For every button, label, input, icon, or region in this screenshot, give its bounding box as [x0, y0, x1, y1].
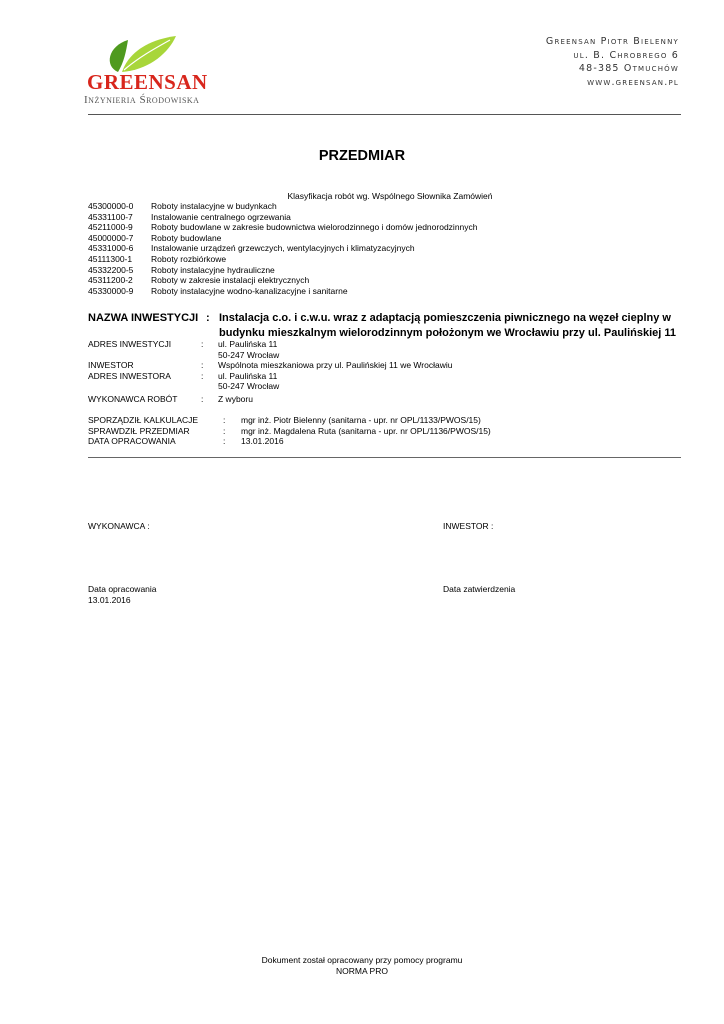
classification-code: 45311200-2 — [88, 275, 133, 286]
colon: : — [201, 370, 204, 381]
classification-code: 45332200-5 — [88, 264, 134, 275]
classification-description: Roboty rozbiórkowe — [151, 253, 227, 264]
investor-address-line2: 50-247 Wrocław — [218, 381, 280, 391]
project-name-label: NAZWA INWESTYCJI — [88, 312, 199, 324]
classification-item — [88, 201, 478, 212]
classification-code: 45000000-7 — [88, 232, 134, 243]
classification-code: 45300000-0 — [88, 201, 134, 211]
address-line1: ul. Paulińska 11 — [218, 339, 278, 349]
colon: : — [223, 436, 226, 446]
checked-value: mgr inż. Magdalena Ruta (sanitarna - upr. nr OPL/1136/PWOS/15) — [241, 425, 491, 436]
investor-signature-label: INWESTOR : — [443, 521, 494, 531]
checked-label: SPRAWDZIŁ PRZEDMIAR — [88, 425, 190, 436]
classification-item — [88, 222, 478, 233]
classification-description: Roboty budowlane — [151, 232, 222, 243]
approval-date-label: Data zatwierdzenia — [443, 584, 516, 594]
classification-item — [88, 275, 478, 286]
footer-line1: Dokument został opracowany przy pomocy programu — [261, 955, 463, 965]
classification-description: Roboty instalacyjne w budynkach — [151, 201, 277, 211]
classification-title: Klasyfikacja robót wg. Wspólnego Słownika Zamówień — [287, 191, 493, 201]
date-value: 13.01.2016 — [241, 436, 284, 446]
company-logo — [84, 32, 214, 112]
classification-item — [88, 212, 478, 223]
company-name: Greensan Piotr Bielenny — [545, 36, 679, 47]
footer — [0, 955, 724, 976]
classification-item — [88, 254, 478, 265]
investor-value: Wspólnota mieszkaniowa przy ul. Paulińskiej 11 we Wrocławiu — [218, 360, 453, 370]
project-name-value: Instalacja c.o. i c.w.u. wraz z adaptacją pomieszczenia piwnicznego na węzeł cieplny w budynku mieszkalnym wielorodzinnym położonym we Wrocławiu przy ul. Paulińskiej 11 — [219, 312, 677, 339]
prepared-date-label: Data opracowania — [88, 584, 157, 594]
colon: : — [201, 393, 204, 404]
classification-description: Roboty w zakresie instalacji elektrycznych — [151, 275, 310, 286]
address-line2: 50-247 Wrocław — [218, 349, 280, 360]
prepared-date-value: 13.01.2016 — [88, 595, 131, 605]
section-divider — [88, 457, 681, 458]
colon: : — [223, 425, 226, 436]
document-title: PRZEDMIAR — [318, 148, 406, 164]
classification-code: 45331100-7 — [88, 211, 133, 222]
classification-item — [88, 286, 478, 297]
colon: : — [201, 360, 204, 370]
investor-label: INWESTOR — [88, 360, 134, 370]
address-label: ADRES INWESTYCJI — [88, 339, 172, 349]
classification-code: 45331000-6 — [88, 243, 134, 254]
header-divider — [88, 114, 681, 115]
classification-description: Roboty instalacyjne wodno-kanalizacyjne i sanitarne — [151, 285, 348, 296]
classification-description: Instalowanie urządzeń grzewczych, wentylacyjnych i klimatyzacyjnych — [151, 243, 415, 254]
date-label: DATA OPRACOWANIA — [88, 436, 176, 446]
colon: : — [201, 339, 204, 349]
project-name-colon: : — [206, 312, 210, 324]
footer-line2: NORMA PRO — [336, 965, 388, 976]
investor-address-line1: ul. Paulińska 11 — [218, 370, 278, 381]
classification-description: Roboty budowlane w zakresie budownictwa wielorodzinnego i domów jednorodzinnych — [151, 222, 478, 233]
classification-item — [88, 265, 478, 276]
classification-code: 45211000-9 — [88, 222, 133, 233]
company-city: 48-385 Otmuchów — [578, 63, 679, 74]
classification-list — [88, 201, 478, 296]
colon: : — [223, 415, 226, 425]
prepared-value: mgr inż. Piotr Bielenny (sanitarna - upr. nr OPL/1133/PWOS/15) — [241, 415, 481, 425]
classification-item — [88, 243, 478, 254]
company-details — [546, 35, 679, 89]
logo-name: GREENSAN — [87, 70, 208, 94]
classification-item — [88, 233, 478, 244]
classification-code: 45111300-1 — [88, 253, 133, 264]
prepared-label: SPORZĄDZIŁ KALKULACJE — [88, 415, 199, 425]
contractor-label: WYKONAWCA ROBÓT — [88, 393, 178, 404]
logo-subtitle: Inżynieria Środowiska — [84, 94, 200, 106]
investor-address-label: ADRES INWESTORA — [88, 370, 171, 381]
classification-code: 45330000-9 — [88, 285, 134, 296]
company-website: www.greensan.pl — [587, 76, 679, 88]
company-street: ul. B. Chrobrego 6 — [573, 49, 679, 61]
classification-description: Instalowanie centralnego ogrzewania — [151, 211, 291, 222]
contractor-signature-label: WYKONAWCA : — [88, 521, 150, 531]
contractor-value: Z wyboru — [218, 393, 253, 404]
classification-description: Roboty instalacyjne hydrauliczne — [151, 264, 275, 275]
